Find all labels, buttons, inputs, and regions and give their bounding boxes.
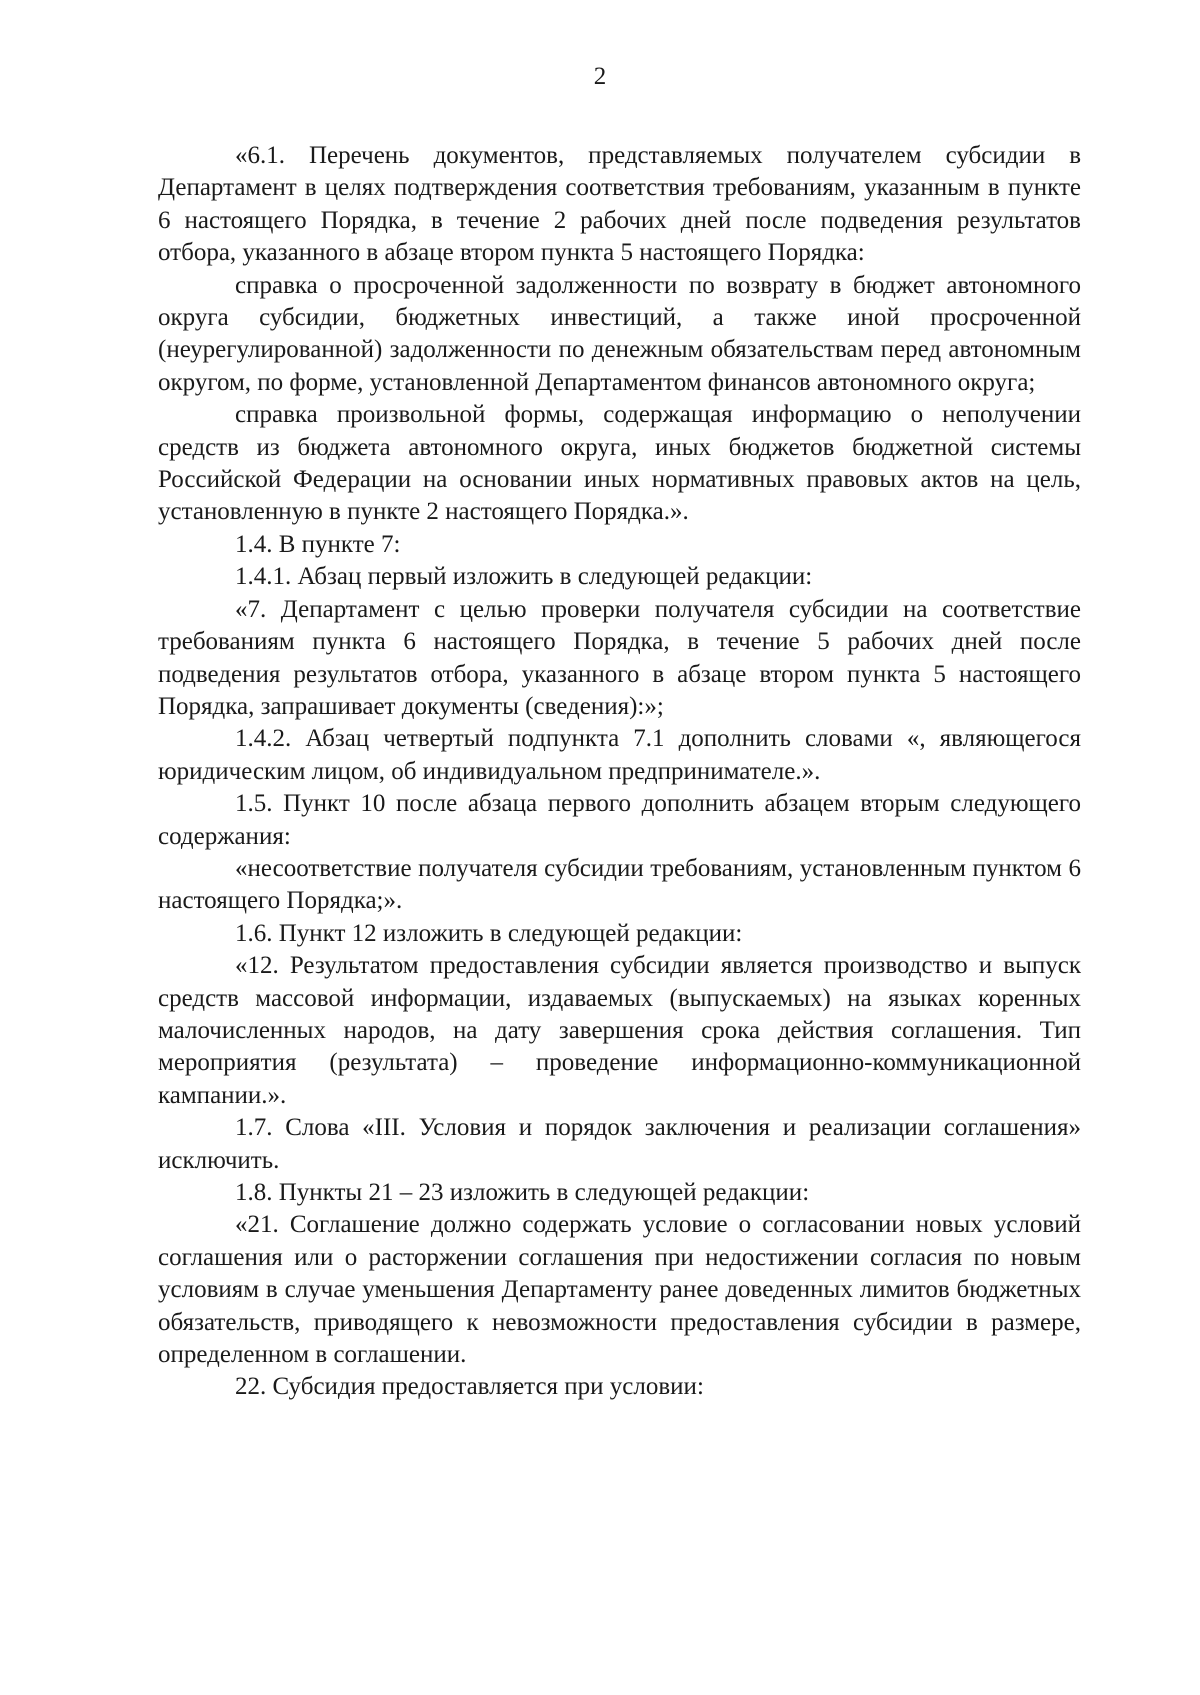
paragraph-1-4-1: 1.4.1. Абзац первый изложить в следующей редакции: xyxy=(235,563,813,591)
paragraph-6-1-intro: «6.1. Перечень документов, представляемых получателем субсидии в Департамент в целях подтверждения соответствия требованиям, указанным в пункте 6 настоящего Порядка, в течение 2 рабочих дней после подведения результатов отбора, указанного в абзаце втором пункта 5 настоящего Порядка: xyxy=(158,142,1081,267)
paragraph-1-5: 1.5. Пункт 10 после абзаца первого дополнить абзацем вторым следующего содержания: xyxy=(158,790,1081,850)
paragraph-non-compliance: «несоответствие получателя субсидии требованиям, установленным пунктом 6 настоящего Порядка;». xyxy=(158,854,1081,915)
paragraph-1-8: 1.8. Пункты 21 – 23 изложить в следующей редакции: xyxy=(235,1179,810,1206)
page-number: 2 xyxy=(593,63,607,90)
paragraph-1-4: 1.4. В пункте 7: xyxy=(235,530,401,558)
document-body xyxy=(158,140,1081,1404)
paragraph-1-6: 1.6. Пункт 12 изложить в следующей редакции: xyxy=(235,919,743,947)
paragraph-1-4-2: 1.4.2. Абзац четвертый подпункта 7.1 дополнить словами «, являющегося юридическим лицом, об индивидуальном предпринимателе.». xyxy=(158,725,1081,785)
paragraph-point-22: 22. Субсидия предоставляется при условии: xyxy=(235,1373,704,1401)
paragraph-point-21: «21. Соглашение должно содержать условие о согласовании новых условий соглашения или о расторжении соглашения при недостижении согласия по новым условиям в случае уменьшения Департаменту ранее доведенных лимитов бюджетных обязательств, приводящего к невозможности предоставления субсидии в размере, определенном в соглашении. xyxy=(158,1211,1081,1369)
paragraph-1-7: 1.7. Слова «III. Условия и порядок заключения и реализации соглашения» исключить. xyxy=(158,1114,1081,1174)
paragraph-debt-certificate: справка о просроченной задолженности по возврату в бюджет автономного округа субсидии, бюджетных инвестиций, а также иной просроченной (неурегулированной) задолженности по денежным обязательствам перед автономным округом, по форме, установленной Департаментом финансов автономного округа; xyxy=(158,271,1081,396)
paragraph-point-12: «12. Результатом предоставления субсидии является производство и выпуск средств массовой информации, издаваемых (выпускаемых) на языках коренных малочисленных народов, на дату завершения срока действия соглашения. Тип мероприятия (результата) – проведение информационно-коммуникационной кампании.». xyxy=(158,952,1081,1109)
paragraph-point-7: «7. Департамент с целью проверки получателя субсидии на соответствие требованиям пункта 6 настоящего Порядка, в течение 5 рабочих дней после подведения результатов отбора, указанного в абзаце втором пункта 5 настоящего Порядка, запрашивает документы (сведения):»; xyxy=(158,595,1081,720)
paragraph-free-form-certificate: справка произвольной формы, содержащая информацию о неполучении средств из бюджета автономного округа, иных бюджетов бюджетной системы Российской Федерации на основании иных нормативных правовых актов на цель, установленную в пункте 2 настоящего Порядка.». xyxy=(158,401,1081,526)
